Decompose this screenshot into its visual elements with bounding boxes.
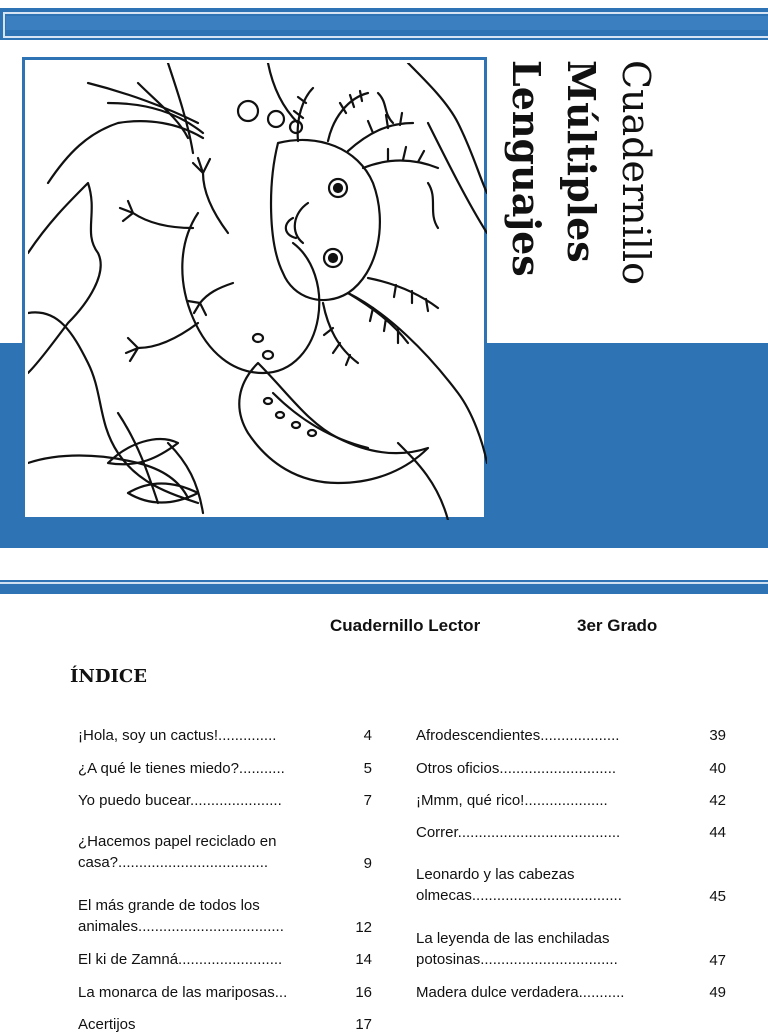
top-band-stripe: [6, 16, 768, 30]
toc-entry-page: 16: [355, 984, 372, 1001]
toc-entry-page: 44: [709, 824, 726, 841]
toc-entry-title: ¿A qué le tienes miedo?...........: [78, 760, 285, 777]
toc-entry-page: 40: [709, 760, 726, 777]
toc-entry-page: 49: [709, 984, 726, 1001]
toc-entry-title: Acertijos: [78, 1016, 136, 1033]
toc-entry-title: Afrodescendientes...................: [416, 727, 620, 744]
toc-entry-page: 47: [709, 952, 726, 969]
toc-entry-title: Yo puedo bucear......................: [78, 792, 282, 809]
toc-entry-title: El ki de Zamná.........................: [78, 951, 283, 968]
index-title: ÍNDICE: [70, 666, 147, 687]
toc-entry-page: 7: [363, 792, 372, 809]
page-header: [330, 616, 658, 636]
second-page-band: [0, 580, 768, 594]
toc-entry-page: 17: [355, 1016, 372, 1033]
cover-title-line-1: Cuadernillo: [614, 60, 658, 285]
toc-entry-title: Madera dulce verdadera...........: [416, 984, 625, 1001]
toc-entry-title: ¡Hola, soy un cactus!..............: [78, 727, 277, 744]
top-decorative-band: [0, 8, 768, 40]
axolotl-illustration: [28, 63, 487, 520]
page-gap: [0, 548, 768, 580]
cover-title-line-2: Múltiples: [559, 60, 604, 263]
toc-entry-title: ¿Hacemos papel reciclado en casa?....................................: [78, 833, 277, 871]
toc-entry-title: Correr.......................................: [416, 824, 621, 841]
toc-entry-title: La leyenda de las enchiladas potosinas.................................: [416, 930, 618, 968]
grade-label: 3er Grado: [577, 616, 658, 635]
cover-title-line-3: Lenguajes: [504, 60, 549, 277]
toc-entry-page: 4: [363, 727, 372, 744]
toc-entry-title: Otros oficios............................: [416, 760, 617, 777]
toc-entry-page: 5: [363, 760, 372, 777]
toc-entry-page: 42: [709, 792, 726, 809]
second-page-band-line: [0, 582, 768, 584]
toc-entry-page: 39: [709, 727, 726, 744]
toc-entry-title: ¡Mmm, qué rico!....................: [416, 792, 608, 809]
cover-title: [496, 60, 666, 320]
toc-entry-page: 14: [355, 951, 372, 968]
booklet-name: Cuadernillo Lector: [330, 616, 481, 635]
toc-entry-title: La monarca de las mariposas...: [78, 984, 288, 1001]
toc-entry-title: Leonardo y las cabezas olmecas....................................: [416, 866, 622, 904]
toc-entry-page: 45: [709, 888, 726, 905]
cover-illustration-frame: [22, 57, 487, 520]
toc-entry-page: 9: [363, 855, 372, 872]
toc-entry-title: El más grande de todos los animales...................................: [78, 897, 284, 935]
toc-entry-page: 12: [355, 919, 372, 936]
